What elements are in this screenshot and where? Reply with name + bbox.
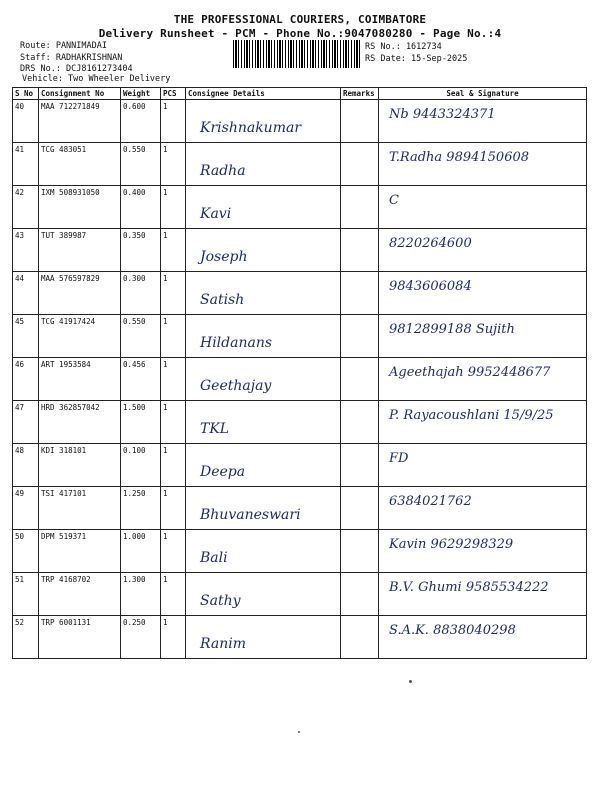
cell-consignee [186, 444, 341, 487]
cell-weight: 0.250 [121, 616, 161, 659]
staff-label: Staff: RADHAKRISHNAN [20, 53, 123, 63]
cell-sno: 51 [13, 573, 39, 616]
consignee-handwritten-name: Geethajay [200, 378, 272, 394]
cell-pcs: 1 [161, 315, 186, 358]
cell-pcs: 1 [161, 530, 186, 573]
table-row [13, 616, 587, 659]
col-header-sno: S No [13, 88, 39, 100]
cell-sno: 48 [13, 444, 39, 487]
cell-signature [379, 186, 587, 229]
handwritten-signature: 6384021762 [389, 494, 472, 509]
cell-signature [379, 100, 587, 143]
col-header-consignment: Consignment No [39, 88, 121, 100]
cell-remarks [341, 530, 379, 573]
table-row [13, 186, 587, 229]
cell-consignee [186, 573, 341, 616]
cell-weight: 0.550 [121, 143, 161, 186]
cell-sno: 47 [13, 401, 39, 444]
table-row [13, 530, 587, 573]
consignee-handwritten-name: Joseph [200, 249, 248, 265]
cell-consignment-no: TCG 41917424 [39, 315, 121, 358]
handwritten-signature: Kavin 9629298329 [389, 537, 514, 552]
cell-remarks [341, 143, 379, 186]
handwritten-signature: T.Radha 9894150608 [389, 150, 530, 165]
table-row [13, 487, 587, 530]
cell-pcs: 1 [161, 573, 186, 616]
cell-consignment-no: TRP 4168702 [39, 573, 121, 616]
cell-consignment-no: IXM 508931050 [39, 186, 121, 229]
cell-consignment-no: TCG 483051 [39, 143, 121, 186]
cell-consignee [186, 100, 341, 143]
scan-speck [409, 680, 412, 683]
cell-signature [379, 272, 587, 315]
cell-consignment-no: MAA 576597829 [39, 272, 121, 315]
cell-pcs: 1 [161, 487, 186, 530]
cell-weight: 0.550 [121, 315, 161, 358]
cell-consignment-no: DPM 519371 [39, 530, 121, 573]
table-header-row [13, 88, 587, 100]
consignee-handwritten-name: Bhuvaneswari [200, 507, 301, 523]
cell-remarks [341, 616, 379, 659]
cell-remarks [341, 401, 379, 444]
cell-pcs: 1 [161, 358, 186, 401]
col-header-signature: Seal & Signature [379, 88, 587, 100]
table-row [13, 401, 587, 444]
col-header-weight: Weight [121, 88, 161, 100]
cell-consignee [186, 315, 341, 358]
handwritten-signature: Nb 9443324371 [389, 107, 496, 122]
route-label: Route: PANNIMADAI [20, 41, 107, 51]
cell-remarks [341, 444, 379, 487]
cell-sno: 40 [13, 100, 39, 143]
cell-signature [379, 487, 587, 530]
cell-consignee [186, 143, 341, 186]
handwritten-signature: P. Rayacoushlani 15/9/25 [389, 408, 554, 423]
cell-consignee [186, 616, 341, 659]
cell-remarks [341, 186, 379, 229]
cell-remarks [341, 315, 379, 358]
cell-weight: 0.400 [121, 186, 161, 229]
cell-signature [379, 358, 587, 401]
col-header-consignee: Consignee Details [186, 88, 341, 100]
runsheet-subtitle: Delivery Runsheet - PCM - Phone No.:9047080280 - Page No.:4 [98, 27, 502, 40]
cell-consignment-no: ART 1953584 [39, 358, 121, 401]
cell-weight: 0.456 [121, 358, 161, 401]
cell-remarks [341, 100, 379, 143]
cell-consignee [186, 229, 341, 272]
cell-sno: 50 [13, 530, 39, 573]
consignee-handwritten-name: Satish [200, 292, 245, 308]
cell-weight: 0.350 [121, 229, 161, 272]
table-row [13, 272, 587, 315]
consignee-handwritten-name: Radha [200, 163, 246, 179]
table-row [13, 358, 587, 401]
table-row [13, 100, 587, 143]
cell-remarks [341, 229, 379, 272]
vehicle-label: Vehicle: Two Wheeler Delivery [22, 74, 171, 84]
runsheet-table [12, 87, 587, 659]
cell-pcs: 1 [161, 616, 186, 659]
company-title: THE PROFESSIONAL COURIERS, COIMBATORE [173, 13, 427, 26]
cell-signature [379, 530, 587, 573]
cell-consignee [186, 487, 341, 530]
cell-weight: 0.600 [121, 100, 161, 143]
cell-sno: 44 [13, 272, 39, 315]
cell-signature [379, 315, 587, 358]
cell-remarks [341, 487, 379, 530]
cell-signature [379, 229, 587, 272]
table-row [13, 229, 587, 272]
handwritten-signature: 9812899188 Sujith [389, 322, 515, 337]
cell-consignee [186, 272, 341, 315]
cell-weight: 1.300 [121, 573, 161, 616]
table-row [13, 444, 587, 487]
consignee-handwritten-name: Ranim [200, 636, 246, 652]
consignee-handwritten-name: Kavi [200, 206, 232, 222]
cell-weight: 1.500 [121, 401, 161, 444]
cell-signature [379, 444, 587, 487]
consignee-handwritten-name: Sathy [200, 593, 241, 609]
table-row [13, 315, 587, 358]
cell-sno: 45 [13, 315, 39, 358]
handwritten-signature: C [389, 193, 399, 208]
cell-consignment-no: TSI 417101 [39, 487, 121, 530]
drs-number: DRS No.: DCJ8161273404 [20, 64, 133, 74]
consignee-handwritten-name: Bali [200, 550, 228, 566]
handwritten-signature: 9843606084 [389, 279, 472, 294]
cell-sno: 46 [13, 358, 39, 401]
cell-consignment-no: TRP 6001131 [39, 616, 121, 659]
rs-number: RS No.: 1612734 [365, 42, 442, 52]
cell-weight: 0.300 [121, 272, 161, 315]
handwritten-signature: Ageethajah 9952448677 [389, 365, 551, 380]
cell-remarks [341, 573, 379, 616]
cell-remarks [341, 358, 379, 401]
table-body [13, 100, 587, 659]
cell-weight: 0.100 [121, 444, 161, 487]
cell-remarks [341, 272, 379, 315]
col-header-pcs: PCS [161, 88, 186, 100]
consignee-handwritten-name: TKL [200, 421, 230, 437]
cell-pcs: 1 [161, 444, 186, 487]
cell-pcs: 1 [161, 401, 186, 444]
cell-pcs: 1 [161, 229, 186, 272]
cell-consignment-no: KDI 318101 [39, 444, 121, 487]
handwritten-signature: FD [389, 451, 409, 466]
handwritten-signature: S.A.K. 8838040298 [389, 623, 516, 638]
cell-consignee [186, 530, 341, 573]
cell-pcs: 1 [161, 272, 186, 315]
cell-pcs: 1 [161, 100, 186, 143]
cell-signature [379, 401, 587, 444]
cell-signature [379, 573, 587, 616]
cell-signature [379, 616, 587, 659]
cell-pcs: 1 [161, 186, 186, 229]
cell-weight: 1.250 [121, 487, 161, 530]
barcode-image [233, 40, 361, 68]
cell-pcs: 1 [161, 143, 186, 186]
cell-sno: 43 [13, 229, 39, 272]
handwritten-signature: B.V. Ghumi 9585534222 [389, 580, 549, 595]
cell-consignee [186, 358, 341, 401]
table-row [13, 573, 587, 616]
cell-consignment-no: TUT 389987 [39, 229, 121, 272]
handwritten-signature: 8220264600 [389, 236, 472, 251]
consignee-handwritten-name: Hildanans [200, 335, 273, 351]
consignee-handwritten-name: Krishnakumar [200, 120, 302, 136]
table-row [13, 143, 587, 186]
cell-consignment-no: HRD 362857042 [39, 401, 121, 444]
scan-speck [298, 731, 300, 733]
cell-consignee [186, 401, 341, 444]
cell-sno: 42 [13, 186, 39, 229]
col-header-remarks: Remarks [341, 88, 379, 100]
cell-sno: 49 [13, 487, 39, 530]
cell-signature [379, 143, 587, 186]
consignee-handwritten-name: Deepa [200, 464, 246, 480]
cell-consignee [186, 186, 341, 229]
cell-sno: 41 [13, 143, 39, 186]
cell-consignment-no: MAA 712271849 [39, 100, 121, 143]
cell-weight: 1.000 [121, 530, 161, 573]
cell-sno: 52 [13, 616, 39, 659]
rs-date: RS Date: 15-Sep-2025 [365, 54, 468, 64]
